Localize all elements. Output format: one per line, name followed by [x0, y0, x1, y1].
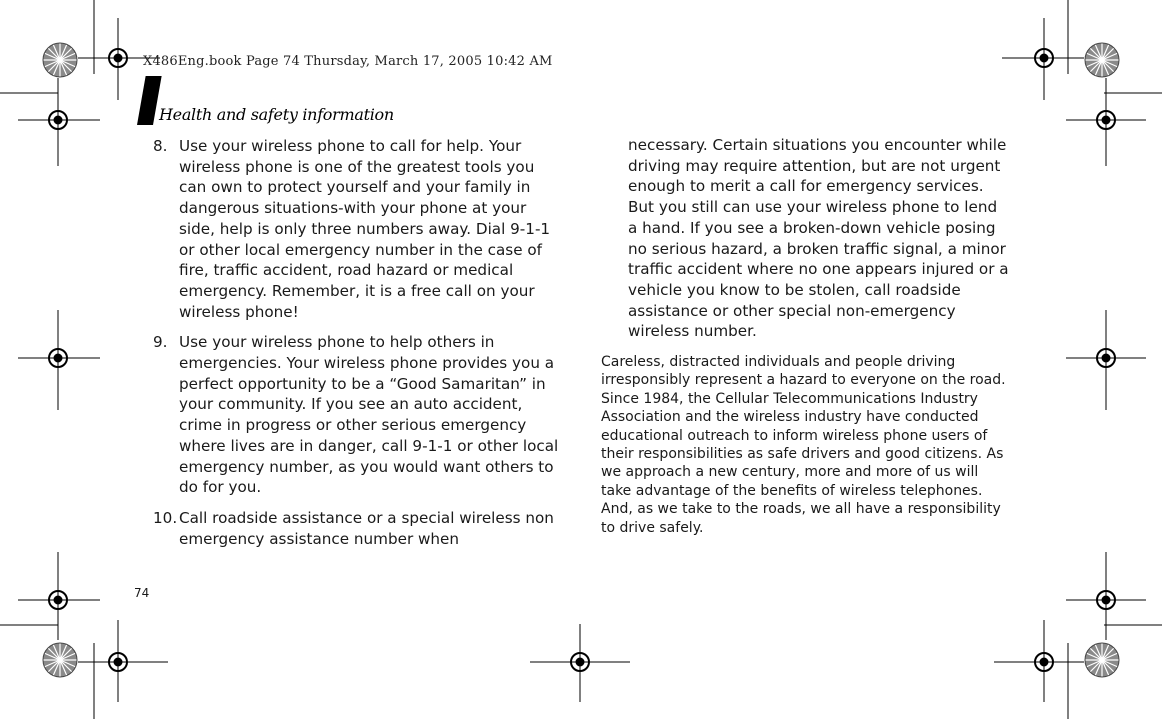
list-item [153, 508, 566, 549]
section-header: Health and safety information [159, 105, 394, 124]
list-item-text: Use your wireless phone to help others in emergencies. Your wireless phone provides you a perfect opportunity to be a “Good Samaritan” in your community. If you see an auto accident, crime in progress or other serious emergency where lives are in danger, call 9-1-1 or other local emergency number, as you would want others to do for you. [179, 333, 559, 497]
star-target-bottom-left [43, 643, 77, 677]
registration-mark-right-upper [1066, 78, 1146, 166]
registration-mark-left-middle [18, 310, 100, 410]
registration-mark-left-upper [18, 78, 100, 166]
left-column [153, 136, 566, 559]
page-number: 74 [134, 586, 150, 600]
list-item-text: Use your wireless phone to call for help. Your wireless phone is one of the greatest tools you can own to protect yourself and your family in dangerous situations-with your phone at your side, help is only three numbers away. Dial 9-1-1 or other local emergency number in the case of fire, traffic accident, road hazard or medical emergency. Remember, it is a free call on your wireless phone! [179, 137, 551, 321]
registration-mark-left-lower [18, 552, 100, 640]
registration-mark-bottom-left [78, 620, 168, 702]
registration-mark-right-lower [1066, 552, 1146, 640]
closing-paragraph: Careless, distracted individuals and people driving irresponsibly represent a hazard to everyone on the road. Since 1984, the Cellular Telecommunications Industry Association and the wireless industry have conducted educational outreach to inform wireless phone users of their responsibilities as safe drivers and good citizens. As we approach a new century, more and more of us will take advantage of the benefits of wireless telephones. And, as we take to the roads, we all have a responsibility to drive safely. [601, 354, 1006, 536]
registration-mark-bottom-right [994, 620, 1084, 702]
star-target-top-left [43, 43, 77, 77]
list-item-number: 9. [153, 333, 168, 352]
registration-mark-right-middle [1066, 310, 1146, 410]
star-target-top-right [1085, 43, 1119, 77]
star-target-bottom-right [1085, 643, 1119, 677]
list-item-continuation: necessary. Certain situations you encounter while driving may require attention, but are not urgent enough to merit a call for emergency services. But you still can use your wireless phone to lend a hand. If you see a broken-down vehicle posing no serious hazard, a broken traffic signal, a minor traffic accident where no one appears injured or a vehicle you know to be stolen, call roadside assistance or other special non-emergency wireless number. [628, 136, 1009, 341]
registration-mark-top-right [1002, 18, 1084, 100]
list-item-number: 8. [153, 137, 168, 155]
list-item [153, 136, 566, 322]
list-item-text: Call roadside assistance or a special wireless non emergency assistance number when [179, 508, 554, 548]
print-slug: X486Eng.book Page 74 Thursday, March 17, 2005 10:42 AM [143, 54, 553, 69]
registration-mark-bottom-center [530, 624, 630, 702]
list-item-number: 10. [153, 508, 178, 527]
list-item [153, 332, 566, 498]
